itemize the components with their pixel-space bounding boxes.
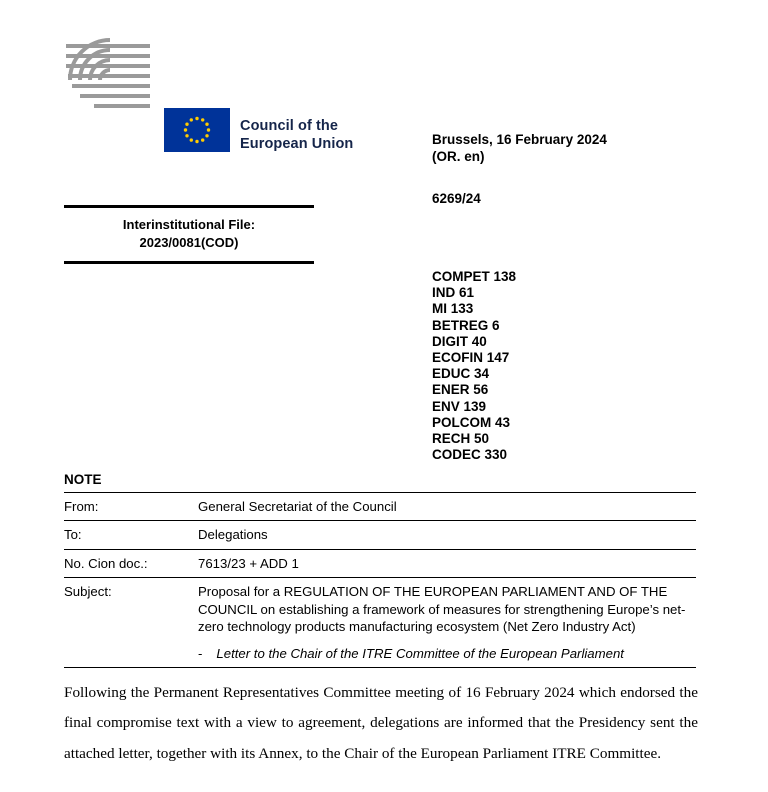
eu-flag-icon — [164, 108, 230, 152]
row-value: General Secretariat of the Council — [198, 493, 696, 521]
subject-codes-list — [432, 269, 516, 463]
code-item: BETREG 6 — [432, 317, 500, 333]
code-item: RECH 50 — [432, 430, 490, 446]
institution-line-1: Council of the — [240, 118, 339, 134]
body-paragraph: Following the Permanent Representatives Committee meeting of 16 February 2024 which endorsed the final compromise text with a view to agreement, delegations are informed that the Presidency sent the attached letter, together with its Annex, to the Chair of the European Parliament ITRE Committee. — [64, 684, 698, 762]
institution-name — [240, 118, 353, 153]
table-row — [64, 493, 696, 521]
row-value: Delegations — [198, 521, 696, 549]
code-item: ENV 139 — [432, 398, 487, 414]
code-item: ENER 56 — [432, 382, 489, 398]
code-item: MI 133 — [432, 301, 474, 317]
document-type-label: NOTE — [64, 472, 102, 487]
row-value: 7613/23 + ADD 1 — [198, 549, 696, 577]
subject-subitem-dash: - — [198, 645, 203, 661]
code-item: COMPET 138 — [432, 269, 517, 284]
interinstitutional-file-label: Interinstitutional File: — [122, 217, 256, 232]
subject-text: Proposal for a REGULATION OF THE EUROPEAN PARLIAMENT AND OF THE COUNCIL on establishing a framework of measures for strengthening Europe’s net-zero technology products manufacturing ecosystem (Net Zero Industry Act) — [198, 584, 686, 635]
table-row-subject — [64, 578, 696, 668]
code-item: IND 61 — [432, 285, 475, 301]
row-key: From: — [64, 493, 198, 521]
document-number: 6269/24 — [432, 191, 481, 206]
place-date-block — [432, 131, 732, 166]
subject-subitem — [198, 645, 696, 662]
table-row — [64, 521, 696, 549]
institution-line-2: European Union — [240, 135, 354, 152]
row-key: To: — [64, 521, 198, 549]
council-logo — [64, 30, 384, 152]
row-value — [198, 578, 696, 668]
subject-subitem-text: Letter to the Chair of the ITRE Committee of the European Parliament — [216, 645, 624, 661]
council-swoosh-icon — [64, 30, 156, 122]
interinstitutional-file-reference: 2023/0081(COD) — [139, 234, 239, 250]
table-row — [64, 549, 696, 577]
note-metadata-table — [64, 492, 696, 668]
code-item: DIGIT 40 — [432, 333, 487, 349]
code-item: CODEC 330 — [432, 447, 508, 463]
interinstitutional-file-box — [64, 205, 314, 264]
row-key: No. Cion doc.: — [64, 549, 198, 577]
code-item: ECOFIN 147 — [432, 349, 510, 365]
code-item: POLCOM 43 — [432, 414, 511, 430]
code-item: EDUC 34 — [432, 366, 490, 382]
original-language: (OR. en) — [432, 149, 485, 165]
place-and-date: Brussels, 16 February 2024 — [432, 132, 607, 147]
row-key: Subject: — [64, 578, 198, 668]
